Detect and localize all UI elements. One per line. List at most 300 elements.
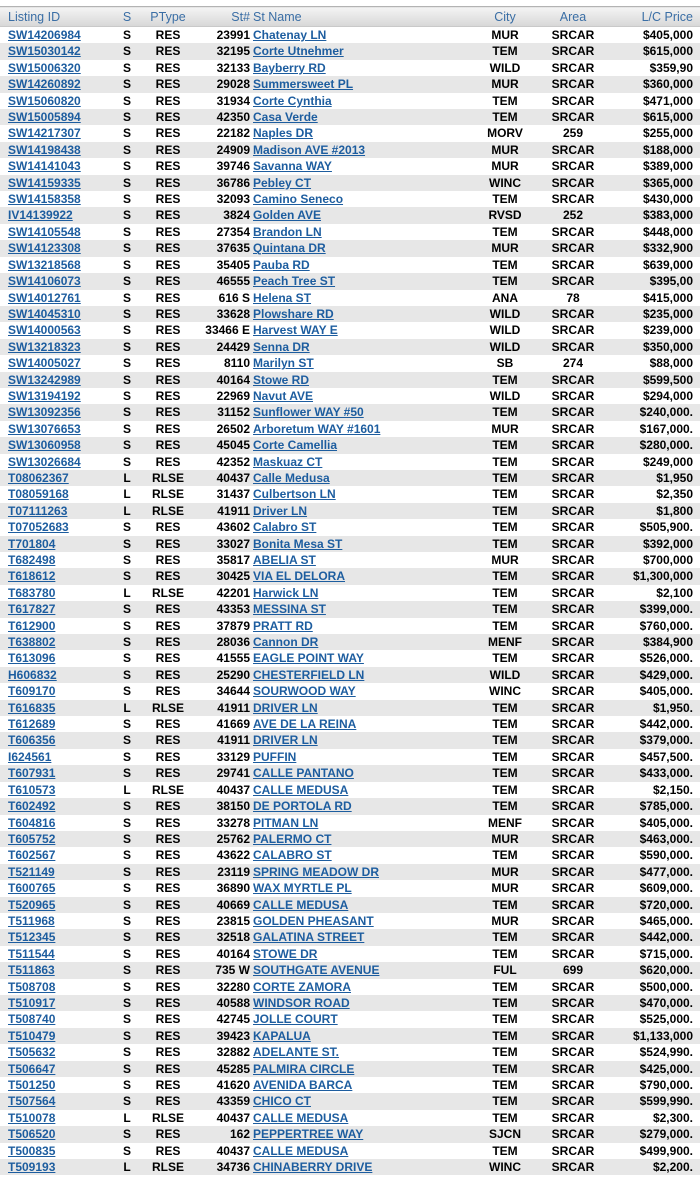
price-cell: $384,900 <box>642 635 693 650</box>
price-cell: $332,900 <box>642 241 693 256</box>
table-row <box>0 1061 700 1077</box>
status-cell: S <box>122 831 131 846</box>
listing-id-link[interactable]: SW14000563 <box>8 323 81 338</box>
listing-id-link[interactable]: T512345 <box>8 930 56 945</box>
listing-id-link[interactable]: T511863 <box>8 963 55 978</box>
street-number-cell: 40437 <box>216 1110 250 1125</box>
listing-id-link[interactable]: T511544 <box>8 946 55 961</box>
table-row <box>0 240 700 256</box>
street-name-link[interactable]: CALLE MEDUSA <box>253 897 349 912</box>
listing-id-cell <box>0 240 112 256</box>
listing-id-cell <box>0 519 112 535</box>
street-name-link[interactable]: WINDSOR ROAD <box>253 995 350 1010</box>
listing-id-link[interactable]: T607931 <box>8 766 56 781</box>
listing-id-link[interactable]: T510917 <box>8 995 56 1010</box>
column-header-ptype[interactable]: PType <box>142 7 194 27</box>
listing-id-link[interactable]: T600765 <box>8 881 56 896</box>
status-cell: S <box>122 60 131 75</box>
city-cell: TEM <box>492 930 518 945</box>
listing-id-link[interactable]: SW14260892 <box>8 77 81 92</box>
listing-id-link[interactable]: T08062367 <box>8 470 69 485</box>
status-cell: S <box>122 979 131 994</box>
street-number-cell: 24429 <box>216 339 250 354</box>
listing-id-link[interactable]: T618612 <box>8 569 56 584</box>
price-cell: $599,990. <box>639 1094 693 1109</box>
street-name-link[interactable]: CALLE MEDUSA <box>253 782 349 797</box>
table-row <box>0 864 700 880</box>
street-name-link[interactable]: CALLE PANTANO <box>253 766 354 781</box>
status-cell: L <box>123 487 131 502</box>
price-cell: $294,000 <box>642 388 693 403</box>
street-name-link[interactable]: MESSINA ST <box>253 602 326 617</box>
ptype-cell: RES <box>155 1045 181 1060</box>
street-number-cell: 31934 <box>216 93 250 108</box>
area-cell: SRCAR <box>551 553 595 567</box>
street-name-link[interactable]: Driver LN <box>253 503 308 518</box>
city-cell: TEM <box>492 372 518 387</box>
ptype-cell: RES <box>155 799 181 814</box>
price-cell: $615,000 <box>642 110 693 125</box>
ptype-cell: RES <box>155 110 181 125</box>
city-cell: TEM <box>492 782 518 797</box>
column-header-st-name[interactable]: St Name <box>250 7 480 27</box>
price-cell: $500,000. <box>639 979 693 994</box>
street-name-link[interactable]: PEPPERTREE WAY <box>253 1127 364 1142</box>
listing-id-cell <box>0 93 112 109</box>
street-name-link[interactable]: CORTE ZAMORA <box>253 979 351 994</box>
price-cell: $383,000 <box>642 208 693 223</box>
street-name-link[interactable]: CALLE MEDUSA <box>253 1143 349 1158</box>
street-name-link[interactable]: Arboretum WAY #1601 <box>253 421 381 436</box>
street-name-link[interactable]: Calabro ST <box>253 520 317 535</box>
street-name-link[interactable]: PUFFIN <box>253 749 297 764</box>
column-header-st-number[interactable]: St# <box>194 7 250 27</box>
status-cell: L <box>123 1110 131 1125</box>
street-name-link[interactable]: Casa Verde <box>253 110 318 125</box>
listing-id-link[interactable]: T638802 <box>8 635 56 650</box>
street-name-link[interactable]: DRIVER LN <box>253 700 318 715</box>
street-name-link[interactable]: Navut AVE <box>253 388 314 403</box>
street-name-link[interactable]: CHICO CT <box>253 1094 311 1109</box>
street-name-cell <box>250 372 480 388</box>
status-cell: S <box>122 946 131 961</box>
status-cell: S <box>122 667 131 682</box>
street-name-link[interactable]: STOWE DR <box>253 946 318 961</box>
listing-id-link[interactable]: T508708 <box>8 979 56 994</box>
street-name-link[interactable]: GOLDEN PHEASANT <box>253 913 374 928</box>
table-row <box>0 585 700 601</box>
listing-id-cell <box>0 1159 112 1175</box>
street-name-link[interactable]: Plowshare RD <box>253 306 334 321</box>
area-cell: SRCAR <box>551 470 595 485</box>
street-name-link[interactable]: Peach Tree ST <box>253 274 336 289</box>
street-name-cell <box>250 191 480 207</box>
street-name-cell <box>250 503 480 519</box>
listing-id-link[interactable]: SW14045310 <box>8 306 81 321</box>
price-cell: $280,000. <box>639 438 693 453</box>
area-cell: SRCAR <box>551 142 595 157</box>
street-name-link[interactable]: KAPALUA <box>253 1028 311 1043</box>
listing-id-link[interactable]: T612689 <box>8 717 56 732</box>
listing-id-link[interactable]: T507564 <box>8 1094 56 1109</box>
area-cell: SRCAR <box>551 405 595 420</box>
listing-id-link[interactable]: T604816 <box>8 815 56 830</box>
city-cell: TEM <box>492 602 518 617</box>
status-cell: S <box>122 963 131 978</box>
area-cell: SRCAR <box>551 1110 595 1125</box>
listing-id-cell <box>0 552 112 568</box>
city-cell: TEM <box>492 700 518 715</box>
listing-id-link[interactable]: T606356 <box>8 733 56 748</box>
status-cell: S <box>122 799 131 814</box>
street-name-link[interactable]: Bonita Mesa ST <box>253 536 343 551</box>
status-cell: L <box>123 700 131 715</box>
listing-id-link[interactable]: SW13218568 <box>8 257 81 272</box>
status-cell: S <box>122 635 131 650</box>
table-row <box>0 125 700 141</box>
listing-id-link[interactable]: SW14217307 <box>8 126 81 141</box>
city-cell: TEM <box>492 618 518 633</box>
ptype-cell: RES <box>155 28 181 42</box>
price-cell: $1,300,000 <box>632 569 693 584</box>
listing-id-link[interactable]: T701804 <box>8 536 56 551</box>
table-row <box>0 995 700 1011</box>
area-cell: SRCAR <box>551 1094 595 1109</box>
status-cell: S <box>122 274 131 289</box>
listing-id-cell <box>0 306 112 322</box>
listing-id-link[interactable]: SW13060958 <box>8 438 81 453</box>
street-name-link[interactable]: Corte Utnehmer <box>253 44 344 59</box>
street-name-link[interactable]: Corte Camellia <box>253 438 338 453</box>
status-cell: S <box>122 1094 131 1109</box>
listing-id-link[interactable]: T609170 <box>8 684 56 699</box>
city-cell: TEM <box>492 487 518 502</box>
street-number-cell: 41911 <box>217 700 250 715</box>
status-cell: S <box>122 684 131 699</box>
street-name-cell <box>250 273 480 289</box>
listing-id-link[interactable]: T506520 <box>8 1127 56 1142</box>
street-name-link[interactable]: Harvest WAY E <box>253 323 338 338</box>
listing-id-link[interactable]: SW13026684 <box>8 454 81 469</box>
listing-id-link[interactable]: T683780 <box>8 585 56 600</box>
listing-id-cell <box>0 257 112 273</box>
listing-id-link[interactable]: SW14123308 <box>8 241 81 256</box>
street-number-cell: 41555 <box>216 651 250 666</box>
street-name-link[interactable]: Senna DR <box>253 339 310 354</box>
listing-id-link[interactable]: T613096 <box>8 651 56 666</box>
area-cell: SRCAR <box>551 717 595 732</box>
listing-id-link[interactable]: T506647 <box>8 1061 56 1076</box>
price-cell: $465,000. <box>639 913 693 928</box>
street-name-cell <box>250 388 480 404</box>
street-name-link[interactable]: ADELANTE ST. <box>253 1045 340 1060</box>
listing-id-link[interactable]: SW14141043 <box>8 159 81 174</box>
listing-id-link[interactable]: IV14139922 <box>8 208 73 223</box>
listing-id-cell <box>0 421 112 437</box>
street-name-link[interactable]: AVE DE LA REINA <box>253 717 357 732</box>
table-row <box>0 601 700 617</box>
street-name-link[interactable]: JOLLE COURT <box>253 1012 338 1027</box>
listing-id-link[interactable]: T617827 <box>8 602 56 617</box>
listing-id-link[interactable]: SW14105548 <box>8 224 81 239</box>
listing-id-link[interactable]: T682498 <box>8 553 56 567</box>
ptype-cell: RES <box>155 1078 181 1092</box>
listing-id-cell <box>0 207 112 223</box>
price-cell: $425,000. <box>639 1061 693 1076</box>
street-number-cell: 25290 <box>216 667 250 682</box>
city-cell: MENF <box>488 635 522 650</box>
street-name-link[interactable]: Maskuaz CT <box>253 454 323 469</box>
listing-id-link[interactable]: SW13092356 <box>8 405 81 420</box>
price-cell: $379,000. <box>639 733 693 748</box>
street-name-link[interactable]: CHINABERRY DRIVE <box>253 1160 373 1175</box>
price-cell: $249,000 <box>642 454 693 469</box>
city-cell: TEM <box>492 274 518 289</box>
street-name-link[interactable]: PRATT RD <box>253 618 313 633</box>
area-cell: SRCAR <box>551 749 595 764</box>
street-name-link[interactable]: Camino Seneco <box>253 192 344 207</box>
listing-id-link[interactable]: H606832 <box>8 667 57 682</box>
street-name-link[interactable]: EAGLE POINT WAY <box>253 651 364 666</box>
listing-id-link[interactable]: SW14158358 <box>8 192 81 207</box>
status-cell: S <box>122 520 131 535</box>
listing-id-link[interactable]: T501250 <box>8 1078 56 1092</box>
street-name-link[interactable]: VIA EL DELORA <box>253 569 346 584</box>
listing-id-link[interactable]: SW14012761 <box>8 290 81 305</box>
ptype-cell: RES <box>155 60 181 75</box>
listing-id-link[interactable]: T602567 <box>8 848 56 863</box>
listing-id-cell <box>0 1011 112 1027</box>
street-name-cell <box>250 355 480 371</box>
listing-id-cell <box>0 290 112 306</box>
table-row <box>0 552 700 568</box>
area-cell: SRCAR <box>551 110 595 125</box>
listing-id-link[interactable]: T520965 <box>8 897 56 912</box>
column-header-lc-price[interactable]: L/C Price <box>616 7 700 27</box>
price-cell: $715,000. <box>639 946 693 961</box>
price-cell: $1,950. <box>652 700 693 715</box>
listing-id-cell <box>0 437 112 453</box>
ptype-cell: RES <box>155 946 181 961</box>
listing-id-cell <box>0 158 112 174</box>
status-cell: S <box>122 192 131 207</box>
street-name-cell <box>250 650 480 666</box>
street-name-cell <box>250 979 480 995</box>
street-number-cell: 46555 <box>216 274 250 289</box>
table-row <box>0 470 700 486</box>
price-cell: $405,000. <box>639 684 693 699</box>
listing-id-link[interactable]: T508740 <box>8 1012 56 1027</box>
street-name-link[interactable]: DE PORTOLA RD <box>253 799 352 814</box>
street-name-link[interactable]: SOURWOOD WAY <box>253 684 356 699</box>
street-name-cell <box>250 1110 480 1126</box>
street-name-link[interactable]: Pebley CT <box>253 175 312 190</box>
table-row <box>0 306 700 322</box>
listing-id-cell <box>0 322 112 338</box>
city-cell: TEM <box>492 1078 518 1092</box>
price-cell: $525,000. <box>639 1012 693 1027</box>
street-name-link[interactable]: Bayberry RD <box>253 60 326 75</box>
column-header-city[interactable]: City <box>480 7 530 27</box>
status-cell: S <box>122 323 131 338</box>
area-cell: SRCAR <box>551 93 595 108</box>
listing-id-link[interactable]: SW14106073 <box>8 274 81 289</box>
street-number-cell: 33466 E <box>205 323 250 338</box>
street-name-link[interactable]: Madison AVE #2013 <box>253 142 366 157</box>
listing-id-link[interactable]: T510479 <box>8 1028 56 1043</box>
listing-id-link[interactable]: I624561 <box>8 749 52 764</box>
table-row <box>0 355 700 371</box>
street-name-link[interactable]: Marilyn ST <box>253 356 314 371</box>
table-row <box>0 667 700 683</box>
table-row <box>0 257 700 273</box>
listing-id-cell <box>0 880 112 896</box>
area-cell: SRCAR <box>551 585 595 600</box>
listing-id-link[interactable]: T509193 <box>8 1160 56 1175</box>
listing-id-link[interactable]: SW15030142 <box>8 44 81 59</box>
city-cell: TEM <box>492 1110 518 1125</box>
ptype-cell: RES <box>155 930 181 945</box>
ptype-cell: RES <box>155 274 181 289</box>
listing-id-cell <box>0 536 112 552</box>
price-cell: $720,000. <box>639 897 693 912</box>
street-name-link[interactable]: Naples DR <box>253 126 314 141</box>
street-name-cell <box>250 815 480 831</box>
street-name-link[interactable]: Culbertson LN <box>253 487 336 502</box>
status-cell: S <box>122 864 131 879</box>
street-name-link[interactable]: CALABRO ST <box>253 848 332 863</box>
listing-id-link[interactable]: SW14206984 <box>8 28 81 42</box>
street-name-link[interactable]: GALATINA STREET <box>253 930 365 945</box>
street-name-cell <box>250 470 480 486</box>
street-name-link[interactable]: PALERMO CT <box>253 831 332 846</box>
street-number-cell: 42352 <box>216 454 250 469</box>
street-name-link[interactable]: Cannon DR <box>253 635 319 650</box>
street-name-link[interactable]: SOUTHGATE AVENUE <box>253 963 380 978</box>
city-cell: TEM <box>492 405 518 420</box>
street-name-link[interactable]: AVENIDA BARCA <box>253 1078 353 1092</box>
street-number-cell: 29028 <box>216 77 250 92</box>
table-row <box>0 765 700 781</box>
price-cell: $1,950 <box>656 470 693 485</box>
listing-id-link[interactable]: SW14005027 <box>8 356 81 371</box>
listing-id-link[interactable]: SW13076653 <box>8 421 81 436</box>
street-name-link[interactable]: Stowe RD <box>253 372 310 387</box>
ptype-cell: RES <box>155 569 181 584</box>
price-cell: $499,900. <box>639 1143 693 1158</box>
ptype-cell: RLSE <box>151 503 184 518</box>
street-name-link[interactable]: Corte Cynthia <box>253 93 332 108</box>
column-header-listing-id[interactable]: Listing ID <box>0 7 112 27</box>
street-name-link[interactable]: Summersweet PL <box>253 77 354 92</box>
table-row <box>0 831 700 847</box>
table-row <box>0 191 700 207</box>
price-cell: $2,300. <box>652 1110 693 1125</box>
street-name-link[interactable]: PITMAN LN <box>253 815 319 830</box>
ptype-cell: RES <box>155 44 181 59</box>
column-header-status[interactable]: S <box>112 7 142 27</box>
price-cell: $88,000 <box>649 356 693 371</box>
listing-id-link[interactable]: T08059168 <box>8 487 69 502</box>
street-name-link[interactable]: Sunflower WAY #50 <box>253 405 364 420</box>
ptype-cell: RES <box>155 995 181 1010</box>
ptype-cell: RES <box>155 1094 181 1109</box>
listing-id-cell <box>0 372 112 388</box>
city-cell: TEM <box>492 438 518 453</box>
listing-id-link[interactable]: SW15060820 <box>8 93 81 108</box>
price-cell: $526,000. <box>639 651 693 666</box>
table-row <box>0 880 700 896</box>
street-name-link[interactable]: PALMIRA CIRCLE <box>253 1061 355 1076</box>
street-name-link[interactable]: Brandon LN <box>253 224 322 239</box>
listing-id-link[interactable]: SW13242989 <box>8 372 81 387</box>
price-cell: $365,000 <box>642 175 693 190</box>
listing-id-link[interactable]: SW15005894 <box>8 110 81 125</box>
listing-id-link[interactable]: T500835 <box>8 1143 56 1158</box>
listing-id-link[interactable]: T612900 <box>8 618 56 633</box>
listing-id-link[interactable]: T602492 <box>8 799 56 814</box>
city-cell: WILD <box>489 339 521 354</box>
listing-id-link[interactable]: T07052683 <box>8 520 69 535</box>
listing-id-cell <box>0 749 112 765</box>
listing-id-link[interactable]: T511968 <box>8 913 55 928</box>
listing-id-link[interactable]: SW15006320 <box>8 60 81 75</box>
street-name-link[interactable]: Savanna WAY <box>253 159 332 174</box>
street-name-cell <box>250 716 480 732</box>
street-name-cell <box>250 60 480 76</box>
ptype-cell: RES <box>155 175 181 190</box>
listing-id-link[interactable]: T07111263 <box>8 503 68 518</box>
street-name-link[interactable]: Helena ST <box>253 290 312 305</box>
listing-id-link[interactable]: SW14159335 <box>8 175 81 190</box>
street-name-link[interactable]: Pauba RD <box>253 257 310 272</box>
listing-id-link[interactable]: SW13194192 <box>8 388 81 403</box>
street-name-link[interactable]: Chatenay LN <box>253 28 327 42</box>
street-name-link[interactable]: Golden AVE <box>253 208 322 223</box>
status-cell: S <box>122 372 131 387</box>
street-name-link[interactable]: SPRING MEADOW DR <box>253 864 379 879</box>
price-cell: $448,000 <box>642 224 693 239</box>
street-name-link[interactable]: Calle Medusa <box>253 470 330 485</box>
street-name-link[interactable]: CHESTERFIELD LN <box>253 667 365 682</box>
listing-id-link[interactable]: T505632 <box>8 1045 56 1060</box>
area-cell: SRCAR <box>551 766 595 781</box>
listing-id-link[interactable]: T610573 <box>8 782 56 797</box>
area-cell: SRCAR <box>551 815 595 830</box>
street-name-link[interactable]: WAX MYRTLE PL <box>253 881 352 896</box>
street-name-link[interactable]: Harwick LN <box>253 585 319 600</box>
listing-id-cell <box>0 43 112 59</box>
street-name-link[interactable]: ABELIA ST <box>253 553 316 567</box>
status-cell: S <box>122 93 131 108</box>
street-name-link[interactable]: DRIVER LN <box>253 733 318 748</box>
listing-id-link[interactable]: SW13218323 <box>8 339 81 354</box>
street-name-link[interactable]: CALLE MEDUSA <box>253 1110 349 1125</box>
ptype-cell: RES <box>155 881 181 896</box>
price-cell: $524,990. <box>639 1045 693 1060</box>
listing-id-link[interactable]: T510078 <box>8 1110 56 1125</box>
city-cell: TEM <box>492 897 518 912</box>
street-number-cell: 28036 <box>216 635 250 650</box>
listing-id-link[interactable]: T616835 <box>8 700 56 715</box>
listing-id-link[interactable]: T521149 <box>8 864 55 879</box>
street-number-cell: 40437 <box>216 1143 250 1158</box>
street-name-cell <box>250 1159 480 1175</box>
street-name-link[interactable]: Quintana DR <box>253 241 326 256</box>
listing-id-link[interactable]: SW14198438 <box>8 142 81 157</box>
listing-id-link[interactable]: T605752 <box>8 831 56 846</box>
column-header-area[interactable]: Area <box>530 7 616 27</box>
